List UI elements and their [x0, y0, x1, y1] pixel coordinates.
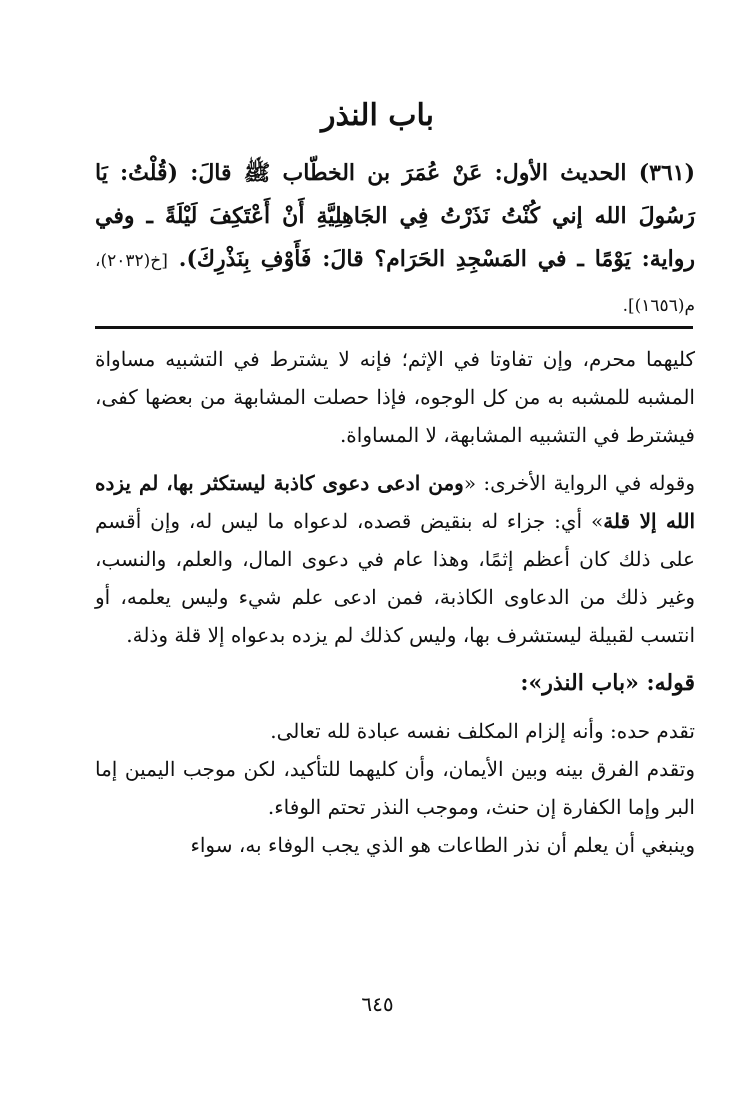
footnote-divider: [95, 326, 693, 329]
hadith-citation: [خ(٢٠٣٢)، م(١٦٥٦)].: [95, 251, 695, 316]
heading-quote: باب النذر: [542, 670, 626, 696]
quote-explanation: » أي: جزاء له بنقيض قصده، لدعواه ما ليس له، وإن أقسم على ذلك كان أعظم إثمًا، وهذا عام في دعوى المال، والعلم، والنسب، وغير ذلك من الدعاوى الكاذبة، فمن ادعى علم شيء وليس يعلمه، أو انتسب لقبيلة ليستشرف بها، وليس كذلك لم يزده بدعواه إلا قلة وذلة.: [95, 509, 695, 647]
commentary-section: [95, 340, 695, 864]
commentary-paragraph-1: كليهما محرم، وإن تفاوتا في الإثم؛ فإنه لا يشترط في التشبيه مساواة المشبه للمشبه به من كل الوجوه، فإذا حصلت المشابهة من بعضها كفى، فيشترط في التشبيه المشابهة، لا المساواة.: [95, 347, 695, 447]
quoted-hadith: ومن ادعى دعوى كاذبة ليستكثر بها، لم يزده الله إلا قلة: [95, 471, 695, 533]
commentary-paragraph-3: تقدم حده: وأنه إلزام المكلف نفسه عبادة لله تعالى.: [270, 719, 695, 743]
page-number: ٦٤٥: [361, 992, 394, 1016]
commentary-paragraph-4: وتقدم الفرق بينه وبين الأيمان، وأن كليهما للتأكيد، لكن موجب اليمين إما البر وإما الكفارة إن حنث، وموجب النذر تحتم الوفاء.: [95, 757, 695, 819]
commentary-paragraph-5: وينبغي أن يعلم أن نذر الطاعات هو الذي يجب الوفاء به، سواء: [190, 833, 695, 857]
heading-intro: قوله: «: [625, 670, 695, 696]
commentary-paragraph-2: [95, 464, 695, 654]
chapter-title: باب النذر: [321, 98, 434, 133]
quote-intro: وقوله في الرواية الأخرى: «: [463, 471, 695, 495]
hadith-body: (٣٦١) الحديث الأول: عَنْ عُمَرَ بن الخطّاب ﷺ قالَ: (قُلْتُ: يَا رَسُولَ الله إني كُنْتُ نَذَرْتُ فِي الجَاهِلِيَّةِ أَنْ أَعْتَكِفَ لَيْلَةً ـ وفي رواية: يَوْمًا ـ في المَسْجِدِ الحَرَام؟ قالَ: فَأَوْفِ بِنَذْرِكَ).: [95, 160, 695, 272]
heading-close: »:: [520, 670, 543, 696]
section-heading: [95, 664, 695, 702]
hadith-text: [95, 152, 695, 328]
